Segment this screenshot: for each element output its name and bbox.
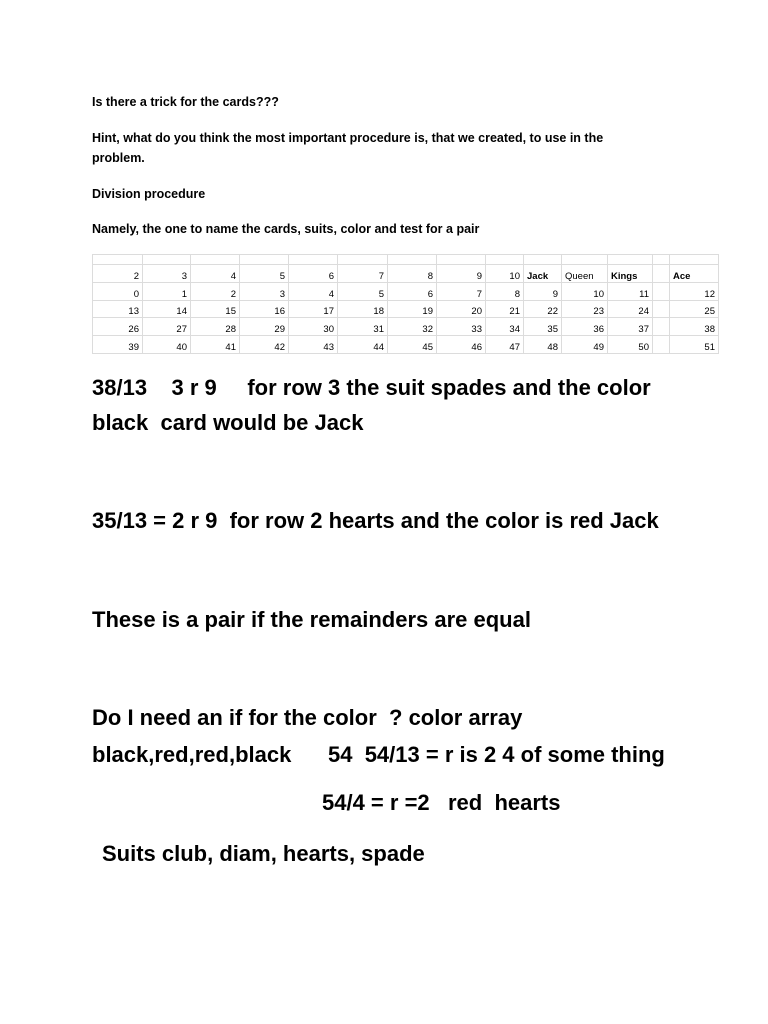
table-cell-ace: Ace — [670, 265, 719, 283]
table-cell: 2 — [191, 282, 240, 300]
table-cell: 12 — [670, 282, 719, 300]
table-cell: 8 — [388, 265, 437, 283]
table-cell: 39 — [93, 336, 143, 354]
note-suits: Suits club, diam, hearts, spade — [102, 841, 425, 866]
table-cell: 37 — [608, 318, 653, 336]
intro-division-procedure: Division procedure — [92, 187, 206, 201]
note-color-array: black,red,red,black 54 54/13 = r is 2 4 of some thing — [92, 742, 665, 767]
table-cell: 4 — [191, 265, 240, 283]
table-cell: 19 — [388, 300, 437, 318]
table-cell: 50 — [608, 336, 653, 354]
table-cell: 42 — [240, 336, 289, 354]
table-row — [93, 318, 719, 336]
note-color-question: Do I need an if for the color ? color array — [92, 705, 523, 730]
table-cell: 33 — [437, 318, 486, 336]
note-black-jack: black card would be Jack — [92, 410, 364, 435]
table-row — [93, 282, 719, 300]
table-cell: 32 — [388, 318, 437, 336]
table-cell: 6 — [289, 265, 338, 283]
table-cell: 24 — [608, 300, 653, 318]
table-cell: 2 — [93, 265, 143, 283]
table-cell: 38 — [670, 318, 719, 336]
table-cell: 36 — [562, 318, 608, 336]
table-row — [93, 300, 719, 318]
table-cell: 34 — [486, 318, 524, 336]
table-cell: 16 — [240, 300, 289, 318]
intro-namely: Namely, the one to name the cards, suits, color and test for a pair — [92, 222, 480, 236]
table-cell: 43 — [289, 336, 338, 354]
note-38-13: 38/13 3 r 9 for row 3 the suit spades and the color — [92, 375, 651, 400]
card-number-table — [92, 254, 719, 354]
table-cell: 29 — [240, 318, 289, 336]
table-cell: 45 — [388, 336, 437, 354]
table-spacer-row — [93, 255, 719, 265]
table-cell: 18 — [338, 300, 388, 318]
table-cell: 41 — [191, 336, 240, 354]
table-cell: 22 — [524, 300, 562, 318]
table-cell-queen: Queen — [562, 265, 608, 283]
table-cell: 31 — [338, 318, 388, 336]
table-row — [93, 336, 719, 354]
table-header-row — [93, 265, 719, 283]
table-cell: 9 — [524, 282, 562, 300]
table-cell: 17 — [289, 300, 338, 318]
table-cell: 21 — [486, 300, 524, 318]
table-cell: 11 — [608, 282, 653, 300]
table-cell: 40 — [143, 336, 191, 354]
table-cell: 15 — [191, 300, 240, 318]
table-cell: 30 — [289, 318, 338, 336]
table-cell: 27 — [143, 318, 191, 336]
table-cell: 5 — [240, 265, 289, 283]
table-cell: 3 — [143, 265, 191, 283]
table-cell: 46 — [437, 336, 486, 354]
table-cell: 28 — [191, 318, 240, 336]
table-cell: 26 — [93, 318, 143, 336]
table-cell: 25 — [670, 300, 719, 318]
table-cell: 20 — [437, 300, 486, 318]
table-cell-kings: Kings — [608, 265, 653, 283]
table-cell: 5 — [338, 282, 388, 300]
table-cell: 10 — [486, 265, 524, 283]
note-54-4: 54/4 = r =2 red hearts — [322, 790, 561, 815]
table-cell-jack: Jack — [524, 265, 562, 283]
table-cell: 1 — [143, 282, 191, 300]
table-cell: 48 — [524, 336, 562, 354]
table-cell: 35 — [524, 318, 562, 336]
table-cell: 49 — [562, 336, 608, 354]
table-cell: 23 — [562, 300, 608, 318]
table-cell: 14 — [143, 300, 191, 318]
table-cell: 51 — [670, 336, 719, 354]
table-cell: 10 — [562, 282, 608, 300]
table-cell: 47 — [486, 336, 524, 354]
intro-hint: Hint, what do you think the most important procedure is, that we created, to use in the problem. — [92, 131, 604, 165]
table-cell: 7 — [437, 282, 486, 300]
table-cell: 8 — [486, 282, 524, 300]
table-cell: 13 — [93, 300, 143, 318]
table-cell: 44 — [338, 336, 388, 354]
note-pair-rule: These is a pair if the remainders are equal — [92, 607, 531, 632]
note-35-13: 35/13 = 2 r 9 for row 2 hearts and the color is red Jack — [92, 508, 659, 533]
table-cell: 0 — [93, 282, 143, 300]
table-cell: 7 — [338, 265, 388, 283]
intro-question: Is there a trick for the cards??? — [92, 95, 279, 109]
table-cell: 3 — [240, 282, 289, 300]
table-cell: 6 — [388, 282, 437, 300]
table-cell: 4 — [289, 282, 338, 300]
table-cell: 9 — [437, 265, 486, 283]
